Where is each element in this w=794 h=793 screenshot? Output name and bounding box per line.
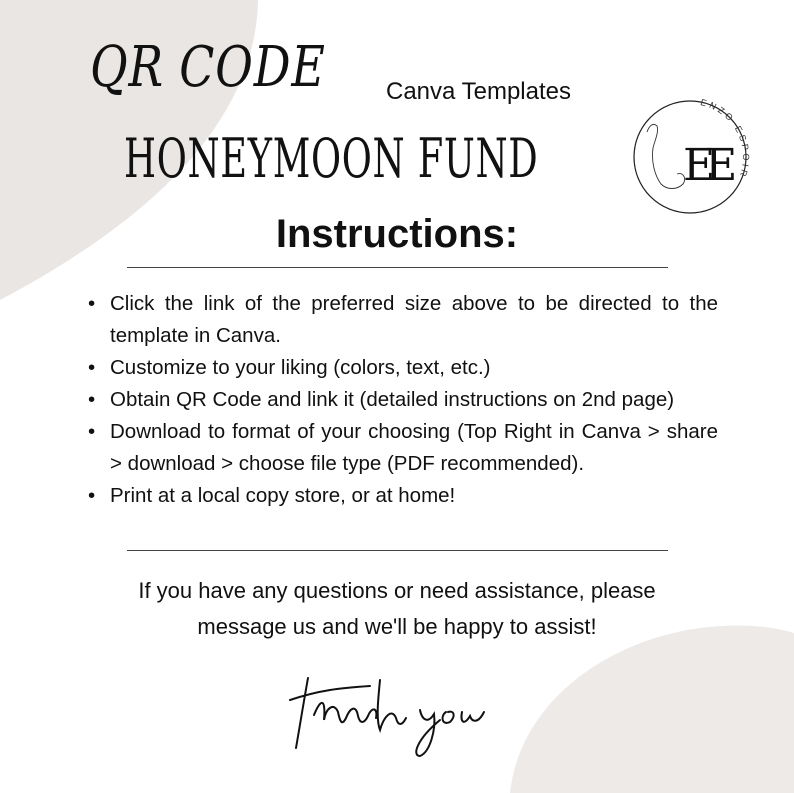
bullet-icon: • — [88, 292, 96, 315]
title-line-2: HONEYMOON FUND — [124, 127, 539, 190]
subtitle: Canva Templates — [386, 78, 571, 105]
step-text: Click the link of the preferred size above to be directed to the template in Canva. — [110, 292, 718, 347]
step-text: Customize to your liking (colors, text, etc.) — [110, 356, 491, 379]
thank-you-script — [280, 660, 510, 760]
closing-line-1: If you have any questions or need assistance, please — [138, 578, 656, 603]
closing-line-2: message us and we'll be happy to assist! — [197, 614, 597, 639]
list-item — [86, 384, 718, 416]
bullet-icon: • — [88, 420, 96, 443]
closing-message — [80, 573, 714, 645]
title-line-1: QR CODE — [90, 35, 326, 100]
bullet-icon: • — [88, 356, 96, 379]
brand-logo — [625, 92, 755, 222]
step-text: Download to format of your choosing (Top Right in Canva > share > download > choose file type (PDF recommended). — [110, 420, 718, 475]
list-item — [86, 416, 718, 480]
thank-you-text: thank you — [280, 660, 286, 661]
list-item — [86, 288, 718, 352]
list-item — [86, 352, 718, 384]
instruction-list — [86, 288, 718, 512]
step-text: Obtain QR Code and link it (detailed instructions on 2nd page) — [110, 388, 675, 411]
cat-line-drawing — [647, 124, 685, 188]
bottom-right-arc — [510, 626, 794, 793]
logo-brand-text: ENZO ESPOIR — [699, 97, 752, 181]
divider-bottom — [127, 550, 668, 551]
logo-monogram: EE — [683, 140, 728, 191]
list-item — [86, 480, 718, 512]
divider-top — [127, 267, 668, 268]
step-text: Print at a local copy store, or at home! — [110, 484, 456, 507]
instructions-heading: Instructions: — [275, 212, 519, 256]
bullet-icon: • — [88, 388, 96, 411]
bullet-icon: • — [88, 484, 96, 507]
